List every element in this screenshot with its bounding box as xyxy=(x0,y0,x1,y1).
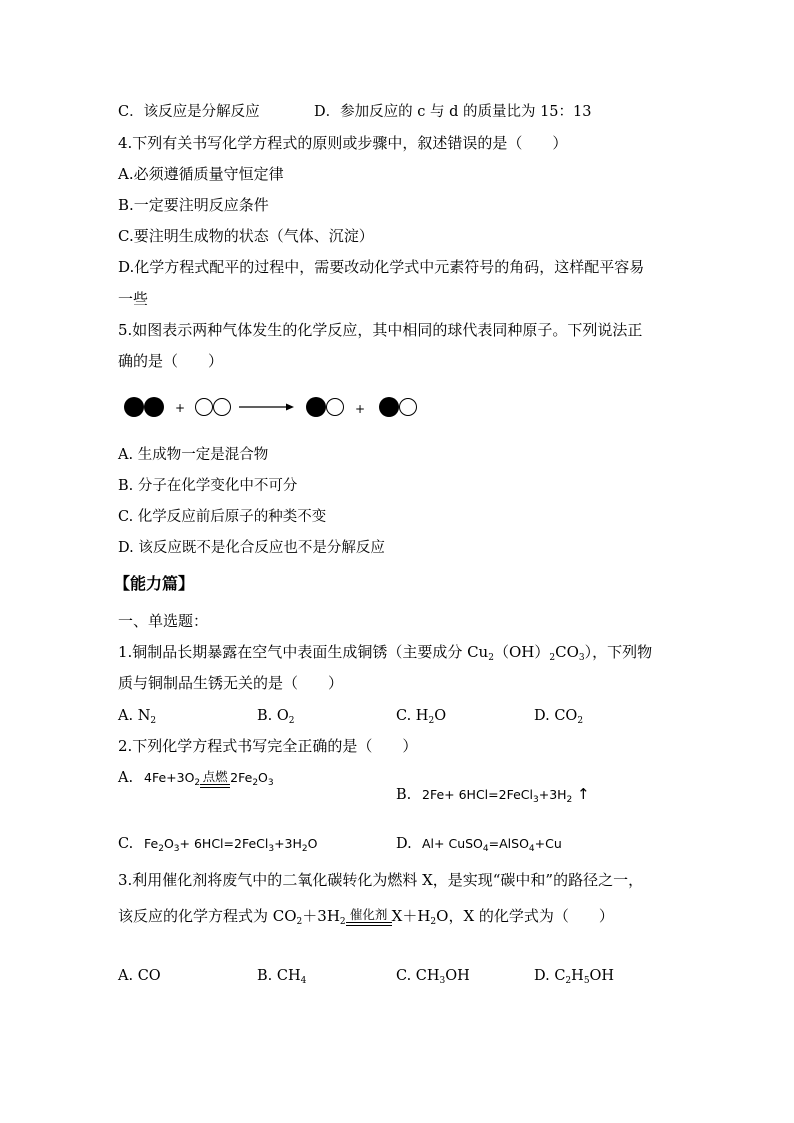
text-run: D. CO xyxy=(534,708,578,724)
q4-option-b: B.一定要注明反应条件 xyxy=(118,196,269,214)
plus-sign: + xyxy=(175,401,186,415)
text-run: B. O xyxy=(257,708,289,724)
p1-option-c xyxy=(396,706,446,726)
subscript: 2 xyxy=(150,716,157,726)
black-atom xyxy=(306,397,326,417)
p1-stem-line1 xyxy=(118,642,652,662)
q3-option-c: C．该反应是分解反应 xyxy=(118,104,260,120)
text-run: + 6HCl=2FeCl xyxy=(179,836,269,851)
text-run: +3H xyxy=(274,836,302,851)
black-atom xyxy=(144,397,164,417)
subscript: 3 xyxy=(267,778,274,788)
text-run: 该反应的化学方程式为 CO xyxy=(118,907,297,925)
p1-option-a xyxy=(118,706,156,726)
subscript: 2 xyxy=(566,795,573,805)
reactant-molecule-white-white xyxy=(196,399,231,416)
equals-sign-icon xyxy=(346,922,392,926)
p1-option-b xyxy=(257,706,295,726)
equation xyxy=(144,836,318,854)
text-run: +3H xyxy=(538,787,567,802)
white-atom xyxy=(327,399,344,416)
condition-label: 催化剂 xyxy=(349,907,388,922)
subscript: 2 xyxy=(158,844,164,854)
p3-stem-line2 xyxy=(118,906,614,926)
p2-option-a xyxy=(118,768,274,788)
condition-label: 点燃 xyxy=(202,769,228,784)
product-molecule-1 xyxy=(306,397,344,417)
text-run: 2Fe+ 6HCl=2FeCl xyxy=(422,787,533,802)
subscript: 2 xyxy=(565,976,572,986)
q4-option-c: C.要注明生成物的状态（气体、沉淀） xyxy=(118,227,374,245)
subscript: 5 xyxy=(583,976,590,986)
text-run: ），下列物 xyxy=(584,643,653,661)
subscript: 2 xyxy=(194,778,201,788)
subscript: 3 xyxy=(532,795,539,805)
black-atom xyxy=(124,397,144,417)
subscript: 2 xyxy=(301,844,308,854)
product-molecule-2 xyxy=(379,397,417,417)
text-run: 4Fe+3O xyxy=(144,770,195,785)
text-run: OH xyxy=(445,968,470,984)
subscript: 2 xyxy=(288,716,295,726)
option-label: C. xyxy=(118,836,134,852)
subscript: 3 xyxy=(268,844,275,854)
text-run: +Cu xyxy=(534,836,562,851)
subscript: 4 xyxy=(528,844,535,854)
text-run: （OH） xyxy=(493,643,550,661)
reactant-molecule-black-black xyxy=(124,397,164,417)
q3-option-d: D．参加反应的 c 与 d 的质量比为 15：13 xyxy=(314,104,592,120)
q5-option-a: A. 生成物一定是混合物 xyxy=(118,447,269,463)
text-run: 1.铜制品长期暴露在空气中表面生成铜锈（主要成分 Cu xyxy=(118,643,489,661)
text-run: D. C xyxy=(534,968,566,984)
text-run: Al+ CuSO xyxy=(422,836,483,851)
subscript: 2 xyxy=(549,653,556,663)
subscript: 3 xyxy=(439,976,446,986)
text-run: A. CO xyxy=(118,968,161,984)
subscript: 2 xyxy=(430,917,437,927)
text-run: B. CH xyxy=(257,968,301,984)
white-atom xyxy=(400,399,417,416)
text-run: A. N xyxy=(118,708,151,724)
reaction-diagram xyxy=(118,392,428,424)
black-atom xyxy=(379,397,399,417)
white-atom xyxy=(214,399,231,416)
option-label: D. xyxy=(396,836,412,852)
text-run: C. CH xyxy=(396,968,440,984)
q4-stem: 4.下列有关书写化学方程式的原则或步骤中，叙述错误的是（ ） xyxy=(118,134,568,152)
text-run: OH xyxy=(589,968,615,984)
p2-option-c xyxy=(118,834,317,854)
text-run: X＋H xyxy=(391,907,431,925)
text-run: ↑ xyxy=(572,785,590,803)
text-run: 2Fe xyxy=(230,770,253,785)
subscript: 4 xyxy=(300,976,307,986)
subscript: 2 xyxy=(252,778,259,788)
option-label: A. xyxy=(118,770,134,786)
subscript: 2 xyxy=(428,716,435,726)
q5-option-b: B. 分子在化学变化中不可分 xyxy=(118,478,298,494)
equation xyxy=(144,769,274,788)
subscript: 4 xyxy=(482,844,489,854)
q5-option-c: C. 化学反应前后原子的种类不变 xyxy=(118,509,327,525)
p3-option-a xyxy=(118,966,161,986)
text-run: CO xyxy=(555,643,579,661)
p2-option-b xyxy=(396,784,590,805)
subscript: 2 xyxy=(577,716,584,726)
p3-option-d xyxy=(534,966,614,986)
q4-option-d-line2: 一些 xyxy=(118,290,149,308)
subscript: 2 xyxy=(296,917,303,927)
reaction-condition xyxy=(200,770,230,788)
equation xyxy=(422,836,562,854)
equals-sign-icon xyxy=(200,784,230,788)
subscript: 2 xyxy=(339,917,346,927)
subscript: 3 xyxy=(578,653,585,663)
q4-option-d-line1: D.化学方程式配平的过程中，需要改动化学式中元素符号的角码，这样配平容易 xyxy=(118,258,645,276)
p3-option-b xyxy=(257,966,306,986)
reaction-arrow-icon xyxy=(239,404,294,411)
section-title: 【能力篇】 xyxy=(114,574,195,593)
text-run: O xyxy=(163,836,174,851)
text-run: O xyxy=(307,836,318,851)
white-atom xyxy=(196,399,213,416)
p1-option-d xyxy=(534,706,583,726)
option-label: B. xyxy=(396,787,412,803)
text-run: O xyxy=(434,708,447,724)
reaction-condition xyxy=(346,908,392,926)
equation xyxy=(422,785,590,805)
q5-option-d: D. 该反应既不是化合反应也不是分解反应 xyxy=(118,540,385,556)
subscript: 3 xyxy=(173,844,180,854)
q5-stem-line2: 确的是（ ） xyxy=(118,352,224,370)
section-subtitle: 一、单选题： xyxy=(118,612,209,630)
p3-stem-line1: 3.利用催化剂将废气中的二氧化碳转化为燃料 X，是实现“碳中和”的路径之一， xyxy=(118,871,644,889)
q5-stem-line1: 5.如图表示两种气体发生的化学反应，其中相同的球代表同种原子。下列说法正 xyxy=(118,321,643,339)
text-run: O，X 的化学式为（ ） xyxy=(436,907,614,925)
p2-option-d xyxy=(396,834,562,854)
text-run: O xyxy=(258,770,268,785)
p1-stem-line2: 质与铜制品生锈无关的是（ ） xyxy=(118,674,344,692)
text-run: ＋3H xyxy=(302,907,340,925)
q4-option-a: A.必须遵循质量守恒定律 xyxy=(118,165,284,183)
p2-stem: 2.下列化学方程式书写完全正确的是（ ） xyxy=(118,737,418,755)
text-run: C. H xyxy=(396,708,429,724)
text-run: Fe xyxy=(144,836,159,851)
text-run: H xyxy=(571,968,584,984)
subscript: 2 xyxy=(488,653,494,663)
text-run: =AlSO xyxy=(488,836,529,851)
plus-sign: + xyxy=(355,402,366,416)
p3-option-c xyxy=(396,966,470,986)
